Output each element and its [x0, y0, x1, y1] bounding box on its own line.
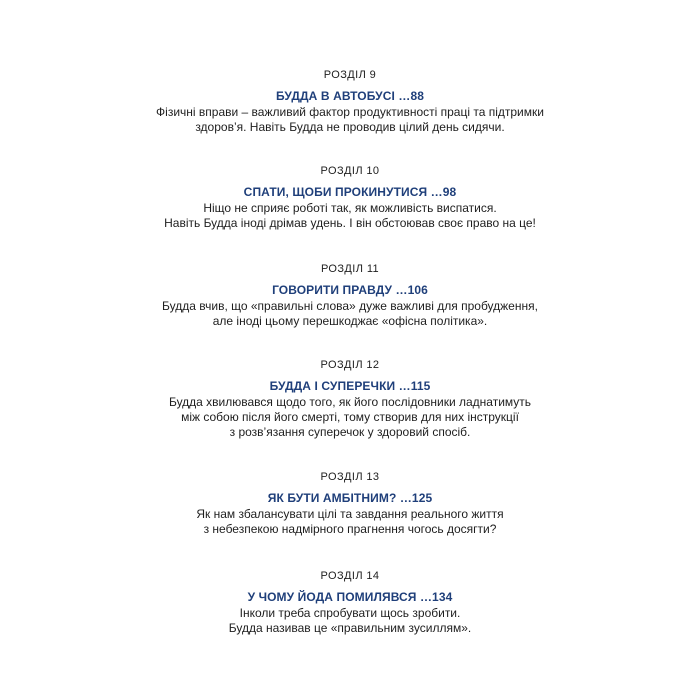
chapter-description-line: Інколи треба спробувати щось зробити. [239, 606, 461, 620]
chapter-description-line: Будда хвилювався щодо того, як його послідовники ладнатимуть [168, 395, 532, 409]
chapter-title[interactable]: У ЧОМУ ЙОДА ПОМИЛЯВСЯ …134 [247, 590, 453, 604]
chapter-description-line: але іноді цьому перешкоджає «офісна політика». [212, 314, 488, 328]
chapter-description-line: Будда називав це «правильним зусиллям». [228, 621, 472, 635]
chapter-13 [0, 470, 700, 537]
chapter-description-line: Ніщо не сприяє роботі так, як можливість виспатися. [203, 201, 497, 215]
chapter-label: РОЗДІЛ 9 [323, 69, 377, 81]
chapter-title[interactable]: БУДДА В АВТОБУСІ …88 [276, 89, 424, 103]
chapter-description-line: Як нам збалансувати цілі та завдання реального життя [196, 507, 504, 521]
chapter-description-line: з розв’язання суперечок у здоровий спосіб. [229, 425, 471, 439]
chapter-12 [0, 358, 700, 440]
chapter-title[interactable]: СПАТИ, ЩОБИ ПРОКИНУТИСЯ …98 [243, 185, 457, 199]
chapter-10 [0, 164, 700, 231]
chapter-11 [0, 262, 700, 329]
chapter-label: РОЗДІЛ 11 [320, 263, 380, 275]
chapter-description-line: Навіть Будда іноді дрімав удень. І він обстоював своє право на це! [164, 216, 536, 230]
chapter-description-line: Будда вчив, що «правильні слова» дуже важливі для пробудження, [162, 299, 538, 313]
chapter-description-line: між собою після його смерті, тому створив для них інструкції [181, 410, 519, 424]
chapter-label: РОЗДІЛ 10 [320, 165, 380, 177]
chapter-9 [0, 68, 700, 135]
chapter-label: РОЗДІЛ 14 [320, 570, 380, 582]
chapter-title[interactable]: ЯК БУТИ АМБІТНИМ? …125 [267, 491, 433, 505]
chapter-14 [0, 569, 700, 636]
chapter-description-line: здоров’я. Навіть Будда не проводив цілий день сидячи. [195, 120, 505, 134]
chapter-title[interactable]: ГОВОРИТИ ПРАВДУ …106 [272, 283, 428, 297]
chapter-description-line: з небезпекою надмірного прагнення чогось досягти? [203, 522, 497, 536]
chapter-label: РОЗДІЛ 12 [320, 359, 380, 371]
chapter-title[interactable]: БУДДА І СУПЕРЕЧКИ …115 [269, 379, 431, 393]
chapter-label: РОЗДІЛ 13 [320, 471, 380, 483]
chapter-description-line: Фізичні вправи – важливий фактор продуктивності праці та підтримки [156, 105, 544, 119]
